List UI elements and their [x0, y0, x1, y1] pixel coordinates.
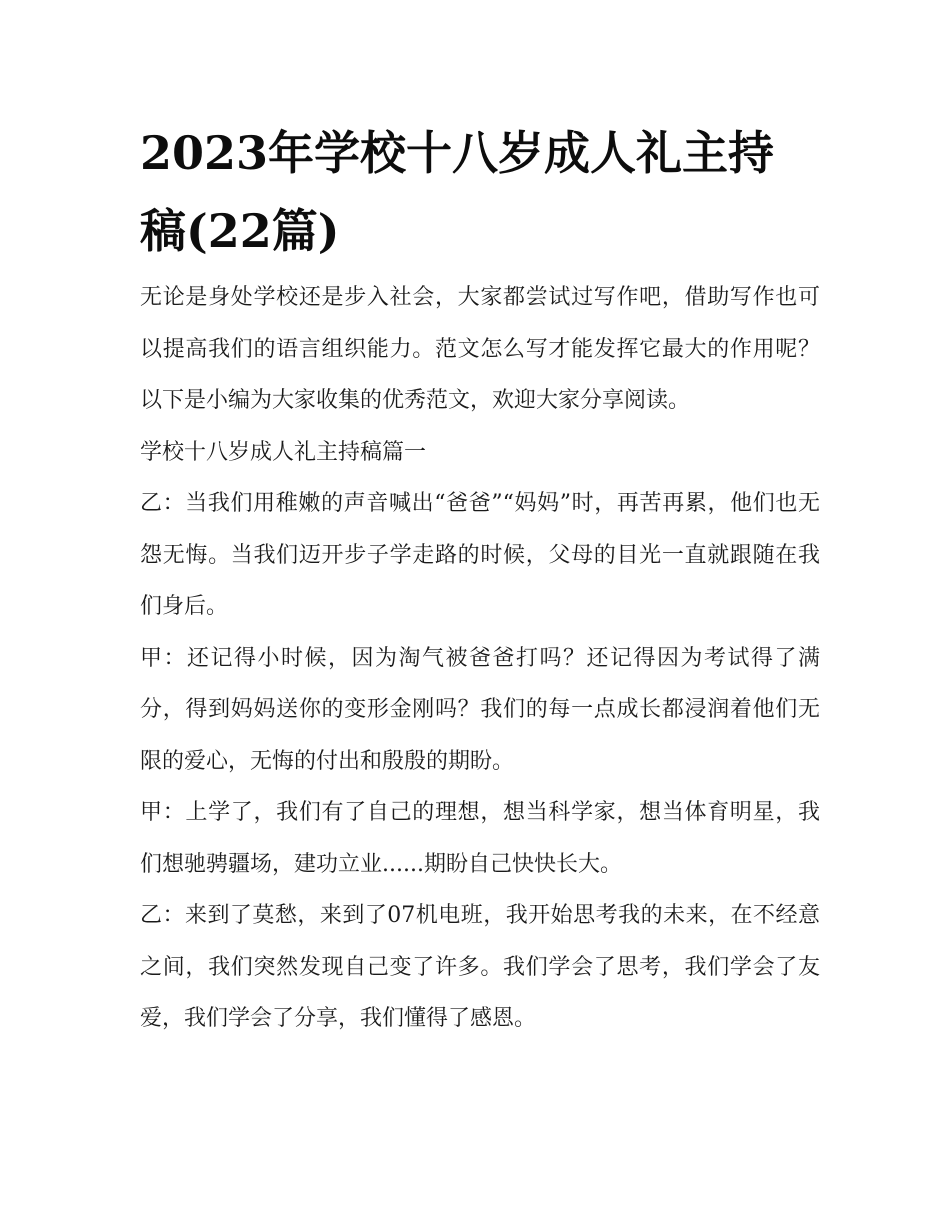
- dialogue-paragraph: 甲：上学了，我们有了自己的理想，想当科学家，想当体育明星，我们想驰骋疆场，建功立业......期盼自己快快长大。: [140, 800, 820, 877]
- document-body: [140, 272, 820, 1045]
- document-title: 2023年学校十八岁成人礼主持稿(22篇): [140, 126, 775, 258]
- dialogue-paragraph: 乙：当我们用稚嫩的声音喊出“爸爸”“妈妈”时，再苦再累，他们也无怨无悔。当我们迈开步子学走路的时候，父母的目光一直就跟随在我们身后。: [140, 491, 820, 619]
- intro-paragraph: 无论是身处学校还是步入社会，大家都尝试过写作吧，借助写作也可以提高我们的语言组织能力。范文怎么写才能发挥它最大的作用呢？以下是小编为大家收集的优秀范文，欢迎大家分享阅读。: [140, 285, 820, 413]
- dialogue-paragraph: 乙：来到了莫愁，来到了07机电班，我开始思考我的未来，在不经意之间，我们突然发现自己变了许多。我们学会了思考，我们学会了友爱，我们学会了分享，我们懂得了感恩。: [140, 903, 820, 1031]
- dialogue-paragraph: 甲：还记得小时候，因为淘气被爸爸打吗？还记得因为考试得了满分，得到妈妈送你的变形金刚吗？我们的每一点成长都浸润着他们无限的爱心，无悔的付出和殷殷的期盼。: [140, 645, 820, 774]
- section-heading: 学校十八岁成人礼主持稿篇一: [140, 439, 427, 465]
